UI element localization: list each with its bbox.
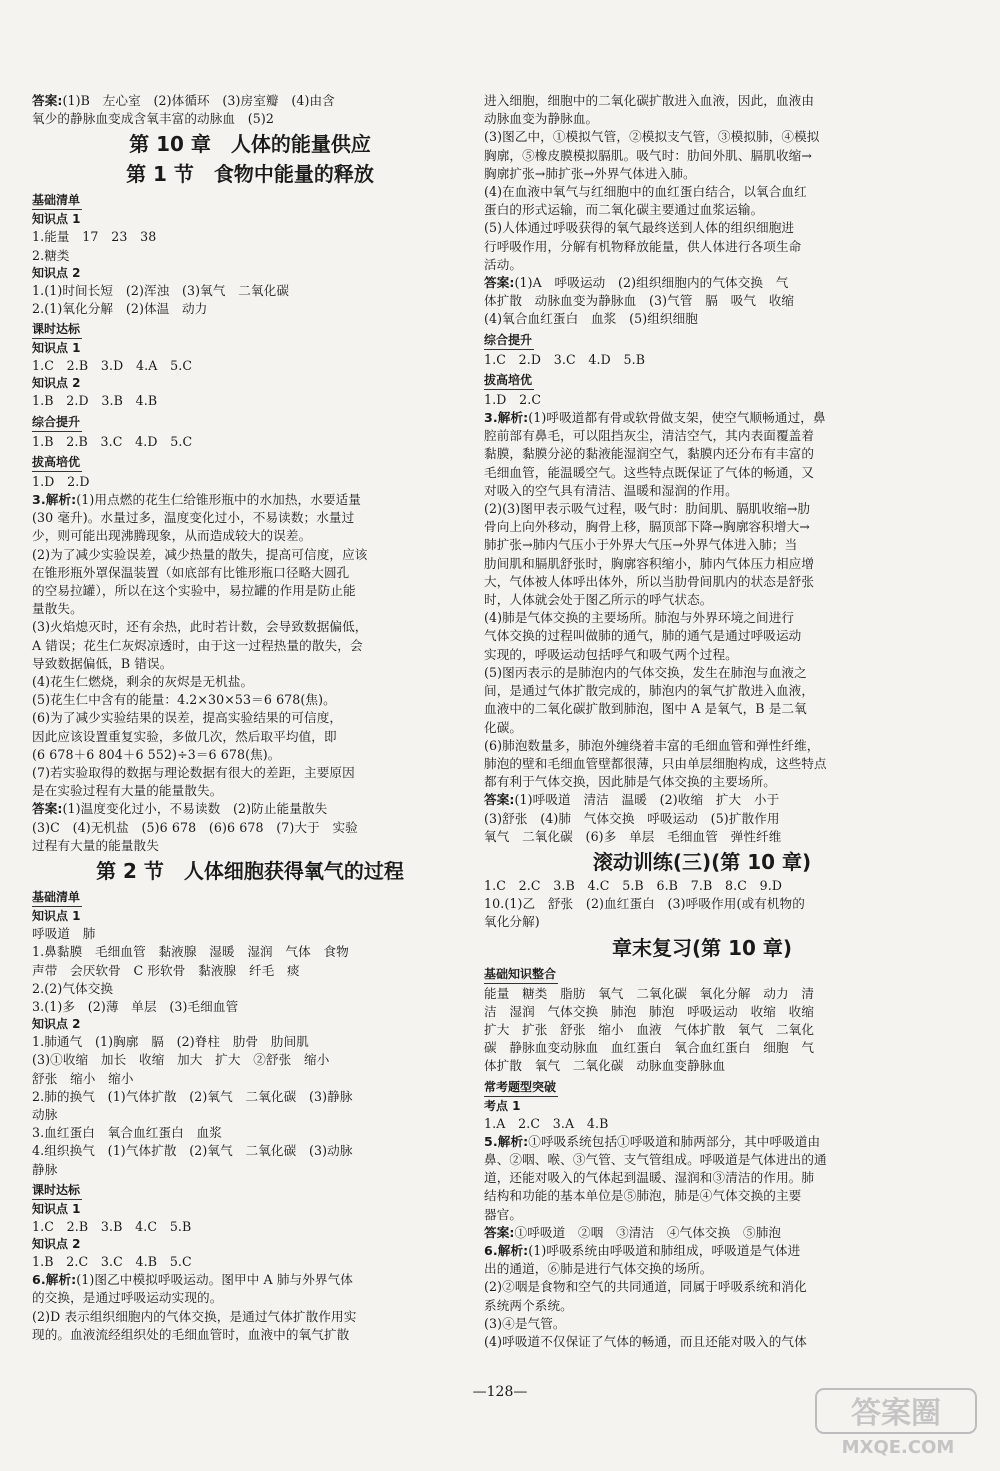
text-line: 碳 静脉血变动脉血 血红蛋白 氧合血红蛋白 细胞 气 xyxy=(484,1040,815,1056)
text-line: 进入细胞，细胞中的二氧化碳扩散进入血液，因此，血液由 xyxy=(484,93,815,108)
watermark-logo xyxy=(814,1385,982,1459)
knowledge-point-label: 知识点 2 xyxy=(32,1017,81,1032)
text-line: 的交换，是通过呼吸运动实现的。 xyxy=(32,1290,223,1306)
text-line: 体扩散 动脉血变为静脉血 (3)气管 膈 吸气 收缩 xyxy=(484,293,795,309)
text-line: (3)①收缩 加长 收缩 加大 扩大 ②舒张 缩小 xyxy=(32,1052,330,1068)
subsection-row xyxy=(32,1179,468,1201)
text-line: 对吸入的空气具有清洁、温暖和湿润的作用。 xyxy=(484,482,738,498)
text-line: 器官。 xyxy=(484,1206,523,1222)
text-line: (30 毫升)。水量过多，温度变化过小，不易读数；水量过 xyxy=(32,510,355,526)
answer-line xyxy=(484,1242,920,1260)
subsection-label: 拔高培优 xyxy=(484,372,534,390)
knowledge-point-label: 考点 1 xyxy=(484,1098,521,1113)
text-line: 声带 会厌软骨 C 形软骨 黏液腺 纤毛 痰 xyxy=(32,962,300,978)
text-line: 系统两个系统。 xyxy=(484,1297,573,1313)
text-line: (4)在血液中氧气与红细胞中的血红蛋白结合，以氧合血红 xyxy=(484,184,807,200)
section-heading: 第 10 章 人体的能量供应 xyxy=(129,132,371,157)
text-line: A 错误；花生仁灰烬凉透时，由于这一过程热量的散失，会 xyxy=(32,637,363,653)
text-line: 动脉血变为静脉血。 xyxy=(484,111,599,127)
answer-line xyxy=(484,274,920,292)
answer-line xyxy=(32,92,468,110)
text-line: (6 678＋6 804＋6 552)÷3＝6 678(焦)。 xyxy=(32,746,281,762)
text-line: 毛细血管，能温暖空气。这些特点既保证了气体的畅通，又 xyxy=(484,464,815,480)
text-line: (5)花生仁中含有的能量：4.2×30×53＝6 678(焦)。 xyxy=(32,692,336,708)
answer-line xyxy=(484,791,920,809)
text-line: 腔前部有鼻毛，可以阻挡灰尘，清洁空气，其内表面覆盖着 xyxy=(484,428,815,444)
text-line: (6)为了减少实验结果的误差，提高实验结果的可信度， xyxy=(32,710,343,726)
text-line: 肺扩张→肺内气压小于外界大气压→外界气体进入肺；当 xyxy=(484,537,798,553)
answer-line xyxy=(32,491,468,509)
text-line: 体扩散 氧气 二氧化碳 动脉血变静脉血 xyxy=(484,1058,726,1074)
text-line: 1.C 2.B 3.B 4.C 5.B xyxy=(32,1218,192,1234)
text-line: 1.C 2.B 3.D 4.A 5.C xyxy=(32,358,193,374)
text-line: 2.(2)气体交换 xyxy=(32,980,114,996)
text-line: 量散失。 xyxy=(32,601,83,617)
text-line: 蛋白的形式运输，而二氧化碳主要通过血浆运输。 xyxy=(484,202,764,218)
text-line: 扩大 扩张 舒张 缩小 血液 气体扩散 氧气 二氧化 xyxy=(484,1021,815,1037)
text-line: 动脉 xyxy=(32,1106,58,1122)
text-line: 因此应该设置重复实验，多做几次，然后取平均值，即 xyxy=(32,728,337,744)
text-line: (3)图乙中，①模拟气管，②模拟支气管，③模拟肺，④模拟 xyxy=(484,129,820,145)
text-line: (6)肺泡数量多，肺泡外缠绕着丰富的毛细血管和弹性纤维， xyxy=(484,737,820,753)
answer-line xyxy=(484,409,920,427)
watermark-text: 答案圈 xyxy=(851,1396,941,1431)
answer-label: 3.解析: xyxy=(484,410,529,426)
text-line: (3)舒张 (4)肺 气体交换 呼吸运动 (5)扩散作用 xyxy=(484,810,780,826)
answer-line xyxy=(32,800,468,818)
right-column xyxy=(484,92,920,1351)
text-line: 骨向上向外移动，胸骨上移，膈顶部下降→胸廓容积增大→ xyxy=(484,519,810,535)
page-number: —128— xyxy=(472,1384,528,1400)
text-line: 氧化分解) xyxy=(484,914,540,930)
knowledge-point-label: 知识点 2 xyxy=(32,265,81,280)
text-line: (2)D 表示组织细胞内的气体交换，是通过气体扩散作用实 xyxy=(32,1308,357,1324)
text-line: 活动。 xyxy=(484,256,523,272)
text-line: 洁 湿润 气体交换 肺泡 肺泡 呼吸运动 收缩 收缩 xyxy=(484,1003,815,1019)
subsection-row xyxy=(484,329,920,351)
watermark-url: MXQE.COM xyxy=(841,1437,955,1458)
text-line: 胸廓，⑤橡皮膜模拟膈肌。吸气时：肋间外肌、膈肌收缩→ xyxy=(484,147,812,163)
text-line: 肋间肌和膈肌舒张时，胸廓容积缩小，肺内气体压力相应增 xyxy=(484,555,815,571)
answer-label: 3.解析: xyxy=(32,492,77,508)
text-line: 呼吸道 肺 xyxy=(32,926,96,942)
text-line: (7)若实验取得的数据与理论数据有很大的差距，主要原因 xyxy=(32,765,355,781)
answer-line xyxy=(32,1271,468,1289)
watermark-icon xyxy=(814,1385,982,1459)
text-line: (2)(3)图甲表示吸气过程，吸气时：肋间肌、膈肌收缩→肋 xyxy=(484,501,811,517)
answer-label: 答案: xyxy=(32,801,63,817)
text-line: 是在实验过程有大量的能量散失。 xyxy=(32,783,223,799)
text-line: (5)图丙表示的是肺泡内的气体交换，发生在肺泡与血液之 xyxy=(484,664,807,680)
knowledge-point-label: 知识点 2 xyxy=(32,1236,81,1251)
answer-text: (1)图乙中模拟呼吸运动。图甲中 A 肺与外界气体 xyxy=(76,1272,354,1288)
text-line: 鼻、②咽、喉、③气管、支气管组成。呼吸道是气体进出的通 xyxy=(484,1151,827,1167)
text-line: 1.能量 17 23 38 xyxy=(32,229,157,245)
answer-text: (1)温度变化过小，不易读数 (2)防止能量散失 xyxy=(62,801,328,817)
answer-label: 5.解析: xyxy=(484,1133,529,1149)
text-line: 都有利于气体交换，因此肺是气体交换的主要场所。 xyxy=(484,774,776,790)
text-line: 气体交换的过程叫做肺的通气，肺的通气是通过呼吸运动 xyxy=(484,628,802,644)
knowledge-point-label: 知识点 1 xyxy=(32,212,81,227)
answer-line xyxy=(484,1224,920,1242)
text-line: 行呼吸作用，分解有机物释放能量，供人体进行各项生命 xyxy=(484,238,802,254)
left-column xyxy=(32,92,468,1344)
text-line: 2.(1)氧化分解 (2)体温 动力 xyxy=(32,301,208,317)
text-line: 1.鼻黏膜 毛细血管 黏液腺 湿暖 湿润 气体 食物 xyxy=(32,944,349,960)
answer-text: (1)呼吸道都有骨或软骨做支架，使空气顺畅通过，鼻 xyxy=(528,410,826,426)
answer-label: 答案: xyxy=(484,275,515,291)
text-line: 胸廓扩张→肺扩张→外界气体进入肺。 xyxy=(484,165,696,181)
subsection-row xyxy=(32,318,468,340)
text-line: (5)人体通过呼吸获得的氧气最终送到人体的组织细胞进 xyxy=(484,220,795,236)
text-line: 氧少的静脉血变成含氧丰富的动脉血 (5)2 xyxy=(32,111,275,127)
text-line: 1.肺通气 (1)胸廓 膈 (2)脊柱 肋骨 肋间肌 xyxy=(32,1034,309,1050)
text-line: 能量 糖类 脂肪 氧气 二氧化碳 氧化分解 动力 清 xyxy=(484,985,815,1001)
text-line: 出的通道，⑥肺是进行气体交换的场所。 xyxy=(484,1261,713,1277)
text-line: 1.C 2.D 3.C 4.D 5.B xyxy=(484,351,646,367)
text-line: 间，是通过气体扩散完成的，肺泡内的氧气扩散进入血液， xyxy=(484,683,815,699)
knowledge-point-label: 知识点 1 xyxy=(32,1201,81,1216)
text-line: 少，则可能出现沸腾现象，从而造成较大的误差。 xyxy=(32,528,312,544)
text-line: 1.A 2.C 3.A 4.B xyxy=(484,1115,609,1131)
subsection-row xyxy=(484,963,920,985)
text-line: (4)肺是气体交换的主要场所。肺泡与外界环境之间进行 xyxy=(484,610,795,626)
text-line: 时，人体就会处于图乙所示的呼气状态。 xyxy=(484,592,713,608)
answer-label: 答案: xyxy=(484,792,515,808)
answer-label: 6.解析: xyxy=(32,1272,77,1288)
knowledge-point-label: 知识点 1 xyxy=(32,341,81,356)
text-line: 1.B 2.B 3.C 4.D 5.C xyxy=(32,433,193,449)
answer-text: (1)用点燃的花生仁给锥形瓶中的水加热，水要适量 xyxy=(76,492,361,508)
text-line: 1.B 2.C 3.C 4.B 5.C xyxy=(32,1253,192,1269)
subsection-label: 常考题型突破 xyxy=(484,1079,558,1097)
subsection-label: 综合提升 xyxy=(32,414,82,432)
text-line: 2.糖类 xyxy=(32,247,70,263)
text-line: 3.(1)多 (2)薄 单层 (3)毛细血管 xyxy=(32,998,239,1014)
subsection-label: 综合提升 xyxy=(484,332,534,350)
subsection-label: 课时达标 xyxy=(32,1182,82,1200)
answer-text: ①呼吸系统包括①呼吸道和肺两部分，其中呼吸道由 xyxy=(528,1133,821,1149)
text-line: (3)火焰熄灭时，还有余热，此时若计数，会导致数据偏低， xyxy=(32,619,368,635)
text-line: 过程有大量的能量散失 xyxy=(32,837,159,853)
subsection-row xyxy=(484,369,920,391)
text-line: 2.肺的换气 (1)气体扩散 (2)氧气 二氧化碳 (3)静脉 xyxy=(32,1088,353,1104)
text-line: 在锥形瓶外罩保温装置（如底部有比锥形瓶口径略大圆孔 xyxy=(32,564,350,580)
text-line: (2)②咽是食物和空气的共同通道，同属于呼吸系统和消化 xyxy=(484,1279,807,1295)
answer-label: 6.解析: xyxy=(484,1242,529,1258)
text-line: 1.C 2.C 3.B 4.C 5.B 6.B 7.B 8.C 9.D xyxy=(484,877,783,893)
text-line: 黏膜，黏膜分泌的黏液能湿润空气，黏膜内还分布有丰富的 xyxy=(484,446,815,462)
text-line: 现的。血液流经组织处的毛细血管时，血液中的氧气扩散 xyxy=(32,1326,350,1342)
text-line: 1.D 2.C xyxy=(484,391,542,407)
text-line: (3)④是气管。 xyxy=(484,1315,566,1331)
subsection-row xyxy=(32,886,468,908)
text-line: 导致数据偏低，B 错误。 xyxy=(32,655,173,671)
answer-text: (1)呼吸系统由呼吸道和肺组成，呼吸道是气体进 xyxy=(528,1242,801,1258)
text-line: (3)C (4)无机盐 (5)6 678 (6)6 678 (7)大于 实验 xyxy=(32,819,358,835)
text-line: 静脉 xyxy=(32,1161,58,1177)
section-heading: 滚动训练(三)(第 10 章) xyxy=(592,849,812,874)
text-line: 3.血红蛋白 氧合血红蛋白 血浆 xyxy=(32,1125,222,1141)
section-heading: 章末复习(第 10 章) xyxy=(611,935,793,960)
text-line: 1.B 2.D 3.B 4.B xyxy=(32,393,158,409)
text-line: (4)氧合血红蛋白 血浆 (5)组织细胞 xyxy=(484,311,698,327)
text-line: 的空易拉罐），所以在这个实验中，易拉罐的作用是防止能 xyxy=(32,583,356,599)
text-line: (4)呼吸道不仅保证了气体的畅通，而且还能对吸入的气体 xyxy=(484,1333,807,1349)
text-line: 1.(1)时间长短 (2)浑浊 (3)氧气 二氧化碳 xyxy=(32,282,290,298)
section-heading: 第 1 节 食物中能量的释放 xyxy=(126,162,374,187)
text-line: 肺泡的壁和毛细血管壁都很薄，只由单层细胞构成，这些特点 xyxy=(484,755,827,771)
subsection-label: 课时达标 xyxy=(32,321,82,339)
knowledge-point-label: 知识点 2 xyxy=(32,376,81,391)
subsection-label: 基础清单 xyxy=(32,192,82,210)
text-line: (2)为了减少实验误差，减少热量的散失，提高可信度，应该 xyxy=(32,546,368,562)
knowledge-point-label: 知识点 1 xyxy=(32,909,81,924)
subsection-label: 拔高培优 xyxy=(32,454,82,472)
answer-text: (1)呼吸道 清洁 温暖 (2)收缩 扩大 小于 xyxy=(514,792,780,808)
text-line: 大，气体被人体呼出体外，所以当肋骨间肌内的状态是舒张 xyxy=(484,573,815,589)
subsection-row xyxy=(32,451,468,473)
text-line: 舒张 缩小 缩小 xyxy=(32,1070,134,1086)
subsection-row xyxy=(32,411,468,433)
answer-text: (1)B 左心室 (2)体循环 (3)房室瓣 (4)由含 xyxy=(62,93,335,108)
answer-label: 答案: xyxy=(32,93,63,108)
text-line: 结构和功能的基本单位是⑤肺泡，肺是④气体交换的主要 xyxy=(484,1188,802,1204)
subsection-row xyxy=(484,1076,920,1098)
text-line: 血液中的二氧化碳扩散到肺泡，图中 A 是氧气，B 是二氧 xyxy=(484,701,807,717)
text-line: 1.D 2.D xyxy=(32,473,90,489)
subsection-label: 基础知识整合 xyxy=(484,966,558,984)
text-line: (4)花生仁燃烧，剩余的灰烬是无机盐。 xyxy=(32,674,254,690)
answer-text: ①呼吸道 ②咽 ③清洁 ④气体交换 ⑤肺泡 xyxy=(514,1224,782,1240)
text-line: 实现的，呼吸运动包括呼气和吸气两个过程。 xyxy=(484,646,738,662)
text-line: 化碳。 xyxy=(484,719,523,735)
subsection-label: 基础清单 xyxy=(32,889,82,907)
text-line: 道，还能对吸入的气体起到温暖、湿润和③清洁的作用。肺 xyxy=(484,1170,815,1186)
text-line: 4.组织换气 (1)气体扩散 (2)氧气 二氧化碳 (3)动脉 xyxy=(32,1143,353,1159)
answer-label: 答案: xyxy=(484,1224,515,1240)
answer-text: (1)A 呼吸运动 (2)组织细胞内的气体交换 气 xyxy=(514,275,789,291)
text-line: 氧气 二氧化碳 (6)多 单层 毛细血管 弹性纤维 xyxy=(484,828,782,844)
section-heading: 第 2 节 人体细胞获得氧气的过程 xyxy=(96,859,404,884)
subsection-row xyxy=(32,189,468,211)
answer-line xyxy=(484,1133,920,1151)
text-line: 10.(1)乙 舒张 (2)血红蛋白 (3)呼吸作用(或有机物的 xyxy=(484,896,805,912)
